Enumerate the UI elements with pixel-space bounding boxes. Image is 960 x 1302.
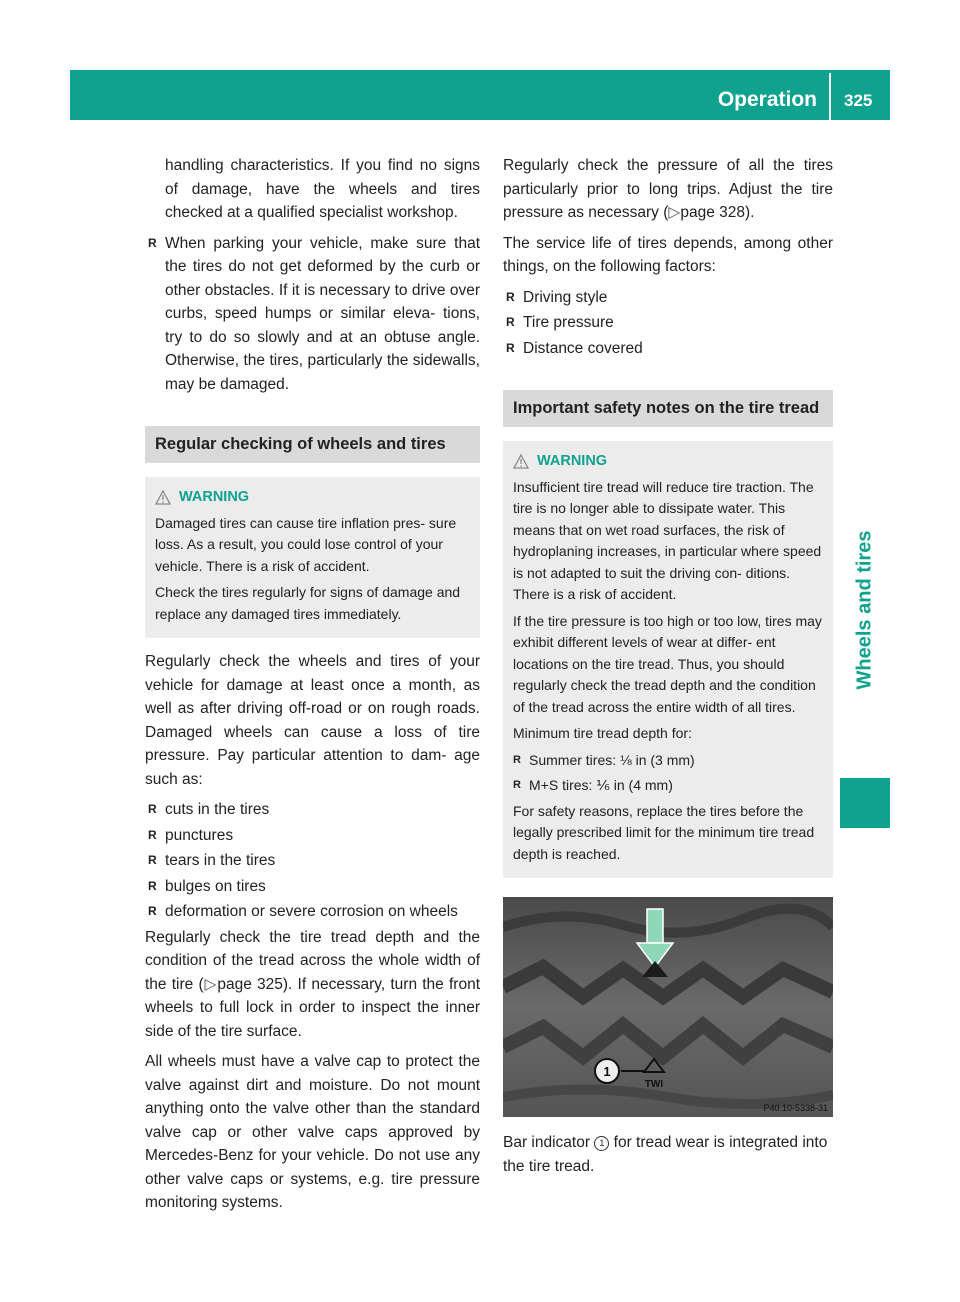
- warning-text: Damaged tires can cause tire inflation pres- sure loss. As a result, you could lose control of your vehicle. There is a risk of accident.: [155, 514, 457, 574]
- warning-text: Insufficient tire tread will reduce tire traction. The tire is no longer able to dissipate water. This means that on wet road surfaces, the risk of hydroplaning increases, in particular where speed is not adapted to suit the driving con- ditions. There is a risk of accident.: [513, 478, 822, 602]
- warning-triangle-icon: [155, 490, 171, 505]
- callout-circle-icon: 1: [594, 1136, 609, 1151]
- body-paragraph: Regularly check the pressure of all the tires particularly prior to long trips. Adjust the tire pressure as necessary (▷page 328).: [503, 157, 833, 221]
- body-paragraph: Regularly check the tire tread depth and the condition of the tread across the whole width of the tire (▷page 325). If necessary, turn the front wheels to full lock in order to inspect the inner side of the tire surface.: [145, 928, 481, 1040]
- tire-tread-illustration: [503, 897, 833, 1117]
- page-ref-arrow-icon: ▷: [668, 204, 681, 221]
- page-reference-link[interactable]: page 325: [217, 975, 283, 993]
- warning-text: For safety reasons, replace the tires before the legally prescribed limit for the minimum tire tread depth is reached.: [513, 802, 815, 862]
- page-ref-arrow-icon: ▷: [203, 975, 218, 993]
- header-divider: [829, 73, 831, 120]
- right-column: [503, 154, 833, 878]
- warning-box: [145, 477, 480, 638]
- warning-title: WARNING: [179, 489, 250, 505]
- section-heading-tread: Important safety notes on the tire tread: [503, 390, 833, 427]
- parking-bullet: R When parking your vehicle, make sure that the tires do not get deformed by the curb or other obstacles. If it is necessary to drive over curbs, speed humps or similar eleva- tions, try to do so slowly and at an obtuse angle. Otherwise, the tires, particularly the sidewalls, may be damaged.: [145, 232, 480, 397]
- list-item: R cuts in the tires: [145, 798, 480, 822]
- list-item: R tears in the tires: [145, 849, 480, 873]
- tire-tread-figure: [503, 897, 833, 1117]
- warning-text: If the tire pressure is too high or too low, tires may exhibit different levels of wear at differ- ent locations on the tire tread. Thus, you should regularly check the tread depth and the condition of the tread across the entire width of all tires.: [513, 612, 822, 715]
- warning-box: [503, 441, 833, 878]
- twi-label: TWI: [644, 1079, 664, 1090]
- figure-code: P40.10-5338-31: [763, 1103, 828, 1113]
- list-item: R deformation or severe corrosion on wheels: [145, 900, 480, 924]
- left-column: [145, 154, 480, 1222]
- side-tab: [840, 520, 890, 700]
- section-heading-regular-checking: Regular checking of wheels and tires: [145, 426, 480, 463]
- body-paragraph: Regularly check the wheels and tires of your vehicle for damage at least once a month, as well as after driving off-road or on rough roads. Damaged wheels can cause a loss of tire pressure. Pay particular attention to dam- age such as:: [145, 653, 480, 788]
- warning-title: WARNING: [537, 453, 608, 469]
- figure-caption: Bar indicator 1 for tread wear is integrated into the tire tread.: [503, 1134, 828, 1175]
- page-number: 325: [844, 91, 873, 110]
- list-item: R M+S tires: ⅙ in (4 mm): [513, 775, 823, 797]
- body-paragraph: The service life of tires depends, among other things, on the following factors:: [503, 234, 833, 275]
- list-item: R Tire pressure: [503, 311, 833, 335]
- side-tab-marker: [840, 778, 890, 828]
- page-reference-link[interactable]: page 328: [680, 204, 745, 221]
- warning-text: Minimum tire tread depth for:: [513, 725, 692, 741]
- callout-number: 1: [603, 1064, 611, 1079]
- list-item: R Driving style: [503, 286, 833, 310]
- body-paragraph: All wheels must have a valve cap to protect the valve against dirt and moisture. Do not mount anything onto the valve other than the standard valve cap or other valve caps approved by Mercedes-Benz for your vehicle. Do not use any other valve caps or systems, e.g. tire pressure monitoring systems.: [145, 1053, 480, 1211]
- list-item: R Summer tires: ⅛ in (3 mm): [513, 750, 823, 772]
- list-item: R bulges on tires: [145, 875, 480, 899]
- intro-paragraph: handling characteristics. If you find no signs of damage, have the wheels and tires checked at a qualified specialist workshop.: [165, 157, 480, 221]
- warning-triangle-icon: [513, 454, 529, 469]
- header-section-title: Operation: [717, 88, 817, 111]
- list-item: R Distance covered: [503, 337, 833, 361]
- warning-text: Check the tires regularly for signs of damage and replace any damaged tires immediately.: [155, 584, 461, 622]
- list-item: R punctures: [145, 824, 480, 848]
- side-tab-label: Wheels and tires: [853, 530, 876, 690]
